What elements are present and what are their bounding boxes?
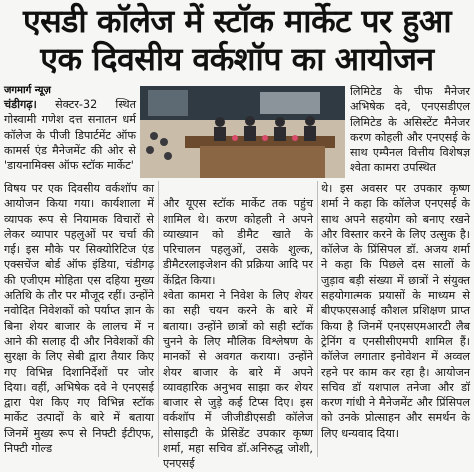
headline xyxy=(4,2,470,78)
middle-column xyxy=(163,181,313,471)
column-divider-2 xyxy=(317,181,318,457)
right-bottom-text: थे। इस अवसर पर उपकार कृष्ण शर्मा ने कहा कि कॉलेज एनएसई के साथ अपने सहयोग को बनाए रखने और विस्तार करने के लिए उत्सुक है। कॉलेज के प्रिंसिपल डॉ. अजय शर्मा ने कहा कि पिछले दस सालों के जुड़ाव बड़ी संख्या में छात्रों ने संयुक्त सहयोगात्मक प्रयासों के माध्यम से बीएफएसआई कौशल प्रशिक्षण प्राप्त किया है जिनमें एनएसएमआरटी लैब ट्रेनिंग व एनसीसीएमपी शामिल हैं। कॉलेज लगातार इनोवेशन में अव्वल रहने पर काम कर रहा है। आयोजन सचिव डॉ यशपाल तनेजा और डॉ करण गांधी ने मैनेजमेंट और प्रिंसिपल को उनके प्रोत्साहन और समर्थन के लिए धन्यवाद दिया। xyxy=(321,182,470,440)
workshop-photo xyxy=(140,86,345,178)
right-top-text: लिमिटेड के चीफ मैनेजर अभिषेक दवे, एनएसडीएल लिमिटेड के असिस्टेंट मैनेजर करण कोहली और एनएसई के साथ एम्पैनल वित्तीय विशेषज्ञ श्वेता कामरा उपस्थित xyxy=(350,85,470,175)
right-column-bottom xyxy=(321,181,470,457)
column-divider-1 xyxy=(158,181,159,457)
right-column-top xyxy=(350,84,470,182)
left-column-top xyxy=(4,84,136,182)
workshop-photo-illustration xyxy=(140,86,345,178)
headline-line-1: एसडी कॉलेज में स्टॉक मार्केट पर हुआ xyxy=(22,2,452,40)
headline-line-2: एक दिवसीय वर्कशॉप का आयोजन xyxy=(40,40,434,78)
dateline: चंडीगढ़। xyxy=(4,98,37,111)
left-bottom-text: विषय पर एक दिवसीय वर्कशॉप का आयोजन किया गया। कार्यशाला में व्यापक रूप से नियामक विचारों से लेकर व्यापार पहलुओं पर चर्चा की गई। इस मौके पर सिक्योरिटिज एंड एक्सचेंज बोर्ड ऑफ इंडिया, चंडीगढ़ की एजीएम मोहिता एस दहिया मुख्य अतिथि के तौर पर मौजूद रहीं। उन्होंने नवोदित निवेशकों को पर्याप्त ज्ञान के बिना शेयर बाजार के लालच में न आने की सलाह दी और निवेशकों की सुरक्षा के लिए सेबी द्वारा तैयार किए गए विभिन्न दिशानिर्देशों पर जोर दिया। वहीं, अभिषेक दवे ने एनएसई द्वारा पेश किए गए विभिन्न स्टॉक मार्केट उत्पादों के बारे में बताया जिनमें मुख्य रूप से निफ्टी ईटीएफ, निफ्टी गोल्ड xyxy=(4,182,154,456)
left-column-bottom xyxy=(4,181,154,457)
middle-text: और यूएस स्टॉक मार्केट तक पहुंच शामिल थे। करण कोहली ने अपने व्याख्यान को डीमैट खाते के परिचालन पहलुओं, उसके शुल्क, डीमैटरलाइजेशन की प्रक्रिया आदि पर केंद्रित किया। श्वेता कामरा ने निवेश के लिए शेयर का सही चयन करने के बारे में बताया। उन्होंने छात्रों को सही स्टॉक चुनने के लिए मौलिक विश्लेषण के मानकों से अवगत कराया। उन्होंने शेयर बाजार के बारे में अपने व्यावहारिक अनुभव साझा कर शेयर बाजार से जुड़े कई टिप्स दिए। इस वर्कशॉप में जीजीडीएसडी कॉलेज सोसाइटी के प्रेसिडेंट उपकार कृष्ण शर्मा, महा सचिव डॉ.अनिरुद्ध जोशी, एनएसई xyxy=(163,197,313,471)
left-top-text: सेक्टर-32 स्थित गोस्वामी गणेश दत्त सनातन धर्म कॉलेज के पीजी डिपार्टमेंट ऑफ कामर्स एंड मैनेजमेंट की ओर से 'डायनामिक्स ऑफ स्टॉक मार्केट' xyxy=(4,98,136,173)
byline: जगमार्ग न्यूज़ xyxy=(4,85,51,96)
